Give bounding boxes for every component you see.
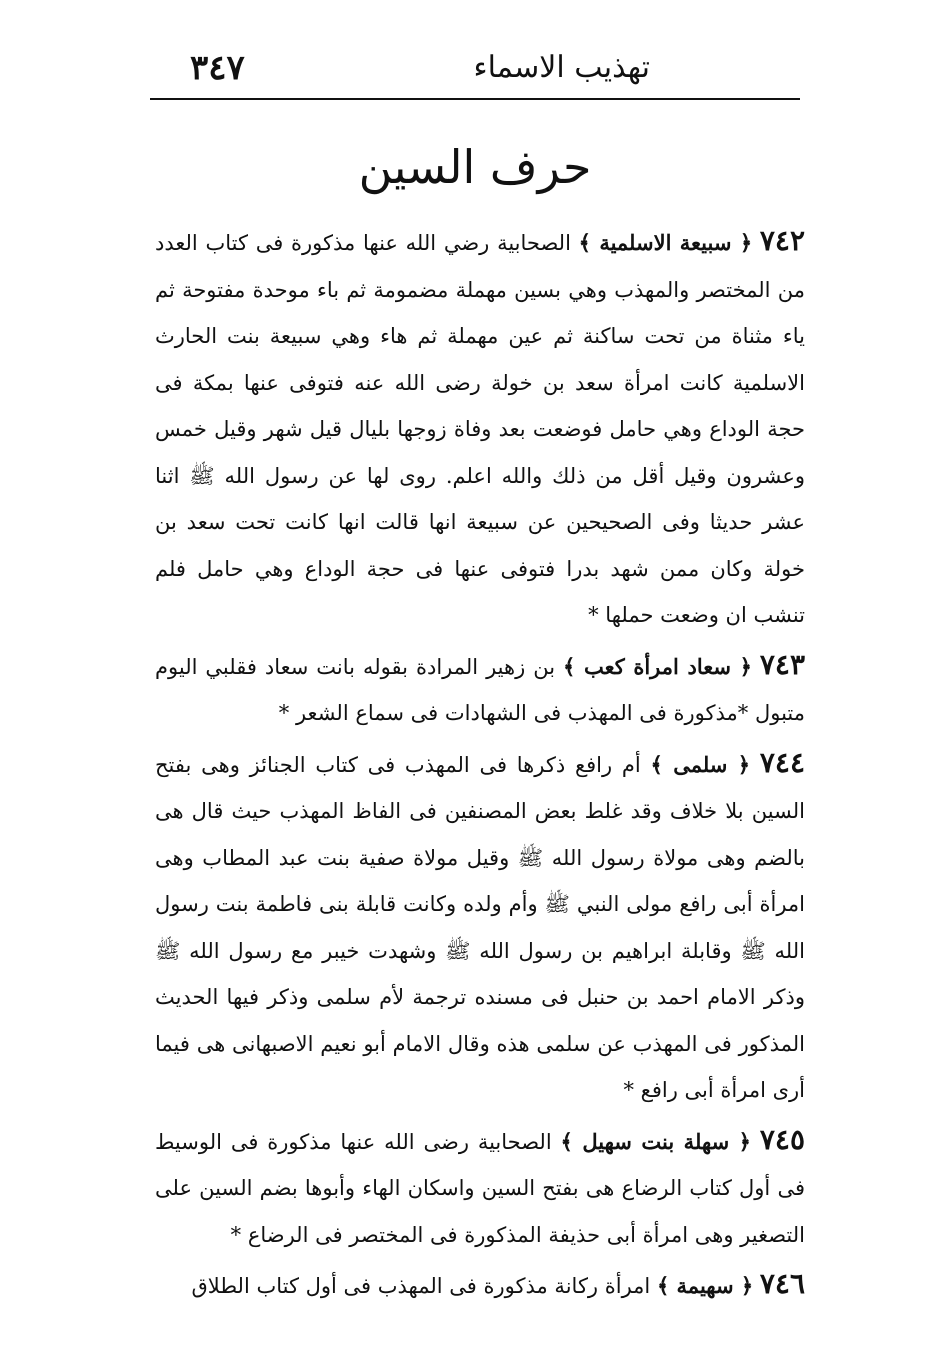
entry-name: ﴿ سهلة بنت سهيل ﴾	[560, 1128, 751, 1154]
entry-number: ٧٤٤	[759, 745, 805, 779]
entry-743	[155, 642, 805, 737]
entry-text: الصحابية رضى الله عنها مذكورة فى الوسيط فى أول كتاب الرضاع هى بفتح السين واسكان الهاء وأبوها بضم السين على التصغير وهى امرأة أبى حذيفة المذكورة فى المختصر فى الرضاع *	[155, 1129, 805, 1247]
entry-746	[155, 1261, 805, 1310]
entry-text: امرأة ركانة مذكورة فى المهذب فى أول كتاب الطلاق	[191, 1274, 657, 1298]
page-header	[150, 40, 800, 96]
entries-body	[155, 218, 805, 1310]
page-number: ٣٤٧	[190, 48, 245, 88]
entry-number: ٧٤٦	[759, 1267, 805, 1300]
entry-text: الصحابية رضي الله عنها مذكورة فى كتاب العدد من المختصر والمهذب وهي بسين مهملة مضمومة ثم باء موحدة مفتوحة ثم ياء مثناة من تحت ساكنة ثم عين مهملة ثم هاء وهي سبيعة بنت الحارث الاسلمية كانت امرأة سعد بن خولة رضى الله عنه فتوفى عنها بمكة فى حجة الوداع وهي حامل فوضعت بعد وفاة زوجها بليال قيل شهر وقيل خمس وعشرون وقيل أقل من ذلك والله اعلم. روى لها عن رسول الله ﷺ اثنا عشر حديثا وفى الصحيحين عن سبيعة انها قالت انها كانت تحت سعد بن خولة وكان ممن شهد بدرا فتوفى عنها فى حجة الوداع وهي حامل فلم تنشب ان وضعت حملها *	[155, 231, 805, 627]
entry-number: ٧٤٢	[759, 224, 805, 257]
entry-name: ﴿ سعاد امرأة كعب ﴾	[563, 653, 752, 679]
entry-text: أم رافع ذكرها فى المهذب فى كتاب الجنائز وهى بفتح السين بلا خلاف وقد غلط بعض المصنفين فى الفاظ المهذب حيث قال هى بالضم وهى مولاة رسول الله ﷺ وقيل مولاة صفية بنت عبد المطاب وهى امرأة أبى رافع مولى النبي ﷺ وأم ولده وكانت قابلة بنى فاطمة بنت رسول الله ﷺ وقابلة ابراهيم بن رسول الله ﷺ وشهدت خيبر مع رسول الله ﷺ وذكر الامام احمد بن حنبل فى مسنده ترجمة لأم سلمى وذكر فيها الحديث المذكور فى المهذب عن سلمى هذه وقال الامام أبو نعيم الاصبهانى هى فيما أرى امرأة أبى رافع *	[155, 752, 805, 1102]
entry-744	[155, 740, 805, 1114]
header-rule	[150, 98, 800, 100]
entry-742	[155, 218, 805, 639]
running-title: تهذيب الاسماء	[473, 50, 650, 85]
entry-number: ٧٤٣	[759, 647, 805, 681]
entry-name: ﴿ سهيمة ﴾	[656, 1273, 754, 1298]
entry-745	[155, 1117, 805, 1259]
entry-text: بن زهير المرادة بقوله بانت سعاد فقلبي اليوم متبول *مذكورة فى المهذب فى الشهادات فى سماع الشعر *	[155, 654, 805, 725]
section-title: حرف السين	[358, 140, 592, 194]
entry-name: ﴿ سلمى ﴾	[650, 751, 751, 777]
entry-number: ٧٤٥	[759, 1122, 805, 1156]
entry-name: ﴿ سبيعة الاسلمية ﴾	[578, 230, 753, 255]
